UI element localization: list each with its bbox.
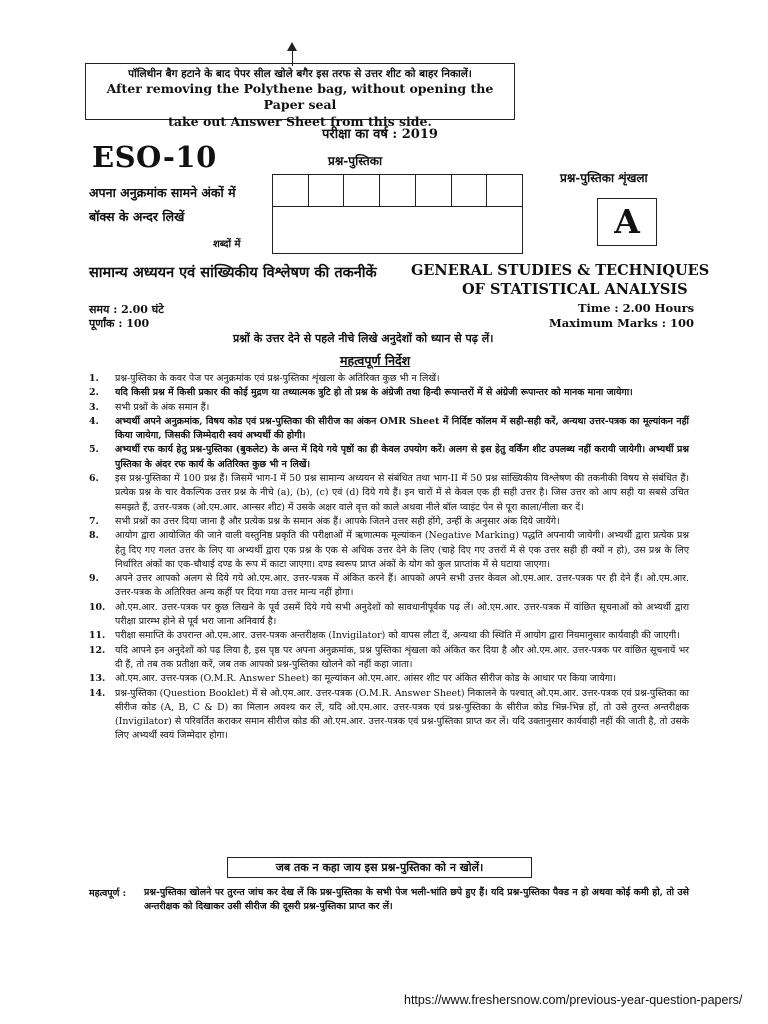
instruction-text: प्रश्न-पुस्तिका के कवर पेज पर अनुक्रमांक एवं प्रश्न-पुस्तिका शृंखला के अतिरिक्त कुछ भी न लिखें।: [115, 373, 440, 384]
subject-title-english-line1: GENERAL STUDIES & TECHNIQUES: [411, 262, 710, 279]
paper-code: ESO-10: [92, 140, 217, 174]
instruction-item: [89, 415, 689, 444]
instruction-number: 2.: [89, 387, 99, 399]
roll-digit-box[interactable]: [344, 175, 380, 206]
instruction-text: अभ्यर्थी अपने अनुक्रमांक, विषय कोड एवं प्रश्न-पुस्तिका की सीरीज का अंकन OMR Sheet में निर्दिष्ट कॉलम में सही-सही करें, अन्यथा उत्तर-पत्रक का मूल्यांकन नहीं किया जायेगा, जिसकी जिम्मेदारी स्वयं अभ्यर्थी की होगी।: [115, 415, 689, 442]
instruction-item: [89, 515, 689, 529]
instruction-item: [89, 386, 689, 400]
marks-english: Maximum Marks : 100: [549, 316, 695, 330]
instruction-number: 10.: [89, 601, 106, 613]
roll-number-digit-boxes[interactable]: [272, 174, 523, 207]
instruction-item: [89, 629, 689, 643]
subject-title-hindi: सामान्य अध्ययन एवं सांख्यिकीय विश्लेषण की तकनीकें: [89, 264, 377, 281]
instructions-list: [89, 372, 689, 744]
instruction-number: 14.: [89, 687, 106, 699]
booklet-title: प्रश्न-पुस्तिका: [328, 154, 383, 168]
roll-number-instruction-line1: अपना अनुक्रमांक सामने अंकों में: [89, 185, 236, 200]
seal-notice-english-line1: After removing the Polythene bag, without opening the Paper seal: [106, 81, 494, 113]
important-instructions-heading: महत्वपूर्ण निर्देश: [340, 353, 411, 368]
footer-url[interactable]: https://www.freshersnow.com/previous-year-question-papers/: [404, 993, 743, 1007]
instruction-number: 6.: [89, 473, 99, 485]
seal-notice-box: [85, 63, 515, 129]
instruction-number: 3.: [89, 401, 99, 413]
instruction-text: इस प्रश्न-पुस्तिका में 100 प्रश्न हैं। जिसमें भाग-I में 50 प्रश्न सामान्य अध्ययन से संबंधित तथा भाग-II में 50 प्रश्न सांख्यिकीय विश्लेषण की तकनीकी विषय से संबंधित हैं। प्रत्येक प्रश्न के चार वैकल्पिक उत्तर प्रश्न के नीचे (a), (b), (c) एवं (d) दिये गये हैं। इन चारों में से केवल एक ही सही उत्तर है। जिस उत्तर को आप सही या सबसे उचित समझते हैं, उत्तर-पत्रक (ओ.एम.आर. आन्सर शीट) में उसके अक्षर वाले वृत्त को काले अथवा नीले बॉल प्वाइंट पेन से पूरा काला/नीला कर दें।: [115, 473, 689, 513]
instruction-number: 13.: [89, 673, 106, 685]
instruction-number: 8.: [89, 530, 99, 542]
instruction-item: [89, 672, 689, 686]
instruction-item: [89, 601, 689, 630]
instruction-item: [89, 472, 689, 515]
read-instructions-note: प्रश्नों के उत्तर देने से पहले नीचे लिखे अनुदेशों को ध्यान से पढ़ लें।: [233, 332, 494, 345]
instruction-text: परीक्षा समाप्ति के उपरान्त ओ.एम.आर. उत्तर-पत्रक अन्तरीक्षक (Invigilator) को वापस लौटा दें, अन्यथा की स्थिति में आयोग द्वारा नियमानुसार कार्यवाही की जाएगी।: [115, 630, 680, 642]
roll-digit-box[interactable]: [416, 175, 452, 206]
instruction-item: [89, 572, 689, 601]
instruction-text: ओ.एम.आर. उत्तर-पत्रक पर कुछ लिखने के पूर्व उसमें दिये गये सभी अनुदेशों को सावधानीपूर्वक पढ़ लें। ओ.एम.आर. उत्तर-पत्रक में वांछित सूचनाओं को अभ्यर्थी द्वारा परीक्षा प्रारम्भ होने से पूर्व भरा जाना अनिवार्य है।: [115, 601, 689, 628]
roll-number-words-box[interactable]: [272, 206, 523, 254]
roll-digit-box[interactable]: [452, 175, 488, 206]
important-note-label: महत्वपूर्ण :: [89, 888, 127, 899]
time-english: Time : 2.00 Hours: [578, 301, 695, 315]
roll-digit-box[interactable]: [309, 175, 345, 206]
important-note-text: प्रश्न-पुस्तिका खोलने पर तुरन्त जांच कर देख लें कि प्रश्न-पुस्तिका के सभी पेज भली-भांति छपे हुए हैं। यदि प्रश्न-पुस्तिका पैक्ड न हो अथवा कोई कमी हो, तो उसे अन्तरीक्षक को दिखाकर उसी सीरीज की दूसरी प्रश्न-पुस्तिका प्राप्त कर लें।: [144, 887, 689, 913]
roll-number-instruction-line2: बॉक्स के अन्दर लिखें: [89, 209, 185, 224]
roll-digit-box[interactable]: [487, 175, 522, 206]
instruction-item: [89, 372, 689, 386]
instruction-number: 12.: [89, 644, 106, 656]
instruction-number: 1.: [89, 373, 99, 384]
do-not-open-notice: जब तक न कहा जाय इस प्रश्न-पुस्तिका को न खोलें।: [227, 857, 532, 878]
instruction-text: प्रश्न-पुस्तिका (Question Booklet) में से ओ.एम.आर. उत्तर-पत्रक (O.M.R. Answer Sheet) निकालने के पश्चात् ओ.एम.आर. उत्तर-पत्रक एवं प्रश्न-पुस्तिका का सीरीज कोड (A, B, C & D) का मिलान अवश्य कर लें, यदि ओ.एम.आर. उत्तर-पत्रक एवं प्रश्न-पुस्तिका के सीरीज कोड भिन्न-भिन्न हों, तो उसे तुरन्त अन्तरीक्षक (Invigilator) से परिवर्तित कराकर समान सीरीज कोड की ओ.एम.आर. उत्तर-पत्रक एवं प्रश्न-पुस्तिका प्राप्त कर लें। यदि उक्तानुसार कार्यवाही नहीं की जाती है, तो उसके लिए अभ्यर्थी स्वयं जिम्मेदार होगा।: [115, 687, 689, 742]
instruction-number: 9.: [89, 573, 99, 585]
time-hindi: समय : 2.00 घंटे: [89, 303, 164, 316]
instruction-item: [89, 687, 689, 744]
instruction-text: आयोग द्वारा आयोजित की जाने वाली वस्तुनिष्ठ प्रकृति की परीक्षाओं में ऋणात्मक मूल्यांकन (Negative Marking) पद्धति अपनायी जायेगी। अभ्यर्थी द्वारा प्रत्येक प्रश्न हेतु दिए गए गलत उत्तर के लिए या अभ्यर्थी द्वारा एक प्रश्न के एक से अधिक उत्तर देने के लिए (चाहे दिए गए उत्तरों में से एक उत्तर सही ही क्यों न हो), उस प्रश्न के लिए निर्धारित अंकों का एक-चौथाई दण्ड के रूप में काटा जाएगा। दण्ड स्वरूप प्राप्त अंकों के योग को कुल प्राप्तांक में से घटाया जाएगा।: [115, 530, 689, 570]
instruction-number: 5.: [89, 444, 99, 456]
instruction-text: सभी प्रश्नों के अंक समान हैं।: [115, 401, 210, 413]
instruction-text: यदि किसी प्रश्न में किसी प्रकार की कोई मुद्रण या तथ्यात्मक त्रुटि हो तो प्रश्न के अंग्रेजी तथा हिन्दी रूपान्तरों में से अंग्रेजी रूपान्तर को मानक माना जायेगा।: [115, 387, 633, 399]
instruction-number: 11.: [89, 630, 106, 642]
seal-notice-english-line2: take out Answer Sheet from this side.: [168, 113, 432, 129]
words-label: शब्दों में: [213, 239, 241, 250]
instruction-text: अपने उत्तर आपको अलग से दिये गये ओ.एम.आर. उत्तर-पत्रक में अंकित करने हैं। आपको अपने सभी उत्तर केवल ओ.एम.आर. उत्तर-पत्रक पर ही देने हैं। ओ.एम.आर. उत्तर-पत्रक के अतिरिक्त अन्य कहीं पर दिया गया उत्तर मान्य नहीं होगा।: [115, 573, 689, 599]
seal-notice-hindi: पॉलिथीन बैग हटाने के बाद पेपर सील खोले बगैर इस तरफ से उत्तर शीट को बाहर निकालें।: [128, 68, 472, 80]
series-box: A: [597, 198, 657, 246]
instruction-item: [89, 401, 689, 415]
instruction-text: अभ्यर्थी रफ कार्य हेतु प्रश्न-पुस्तिका (बुकलेट) के अन्त में दिये गये पृष्ठों का ही केवल उपयोग करें। अलग से इस हेतु वर्किंग शीट उपलब्ध नहीं करायी जायेगी। अभ्यर्थी प्रश्न पुस्तिका के अंदर रफ कार्य के अतिरिक्त कुछ भी न लिखें।: [115, 444, 689, 470]
instruction-text: ओ.एम.आर. उत्तर-पत्रक (O.M.R. Answer Sheet) का मूल्यांकन ओ.एम.आर. आंसर शीट पर अंकित सीरीज कोड के आधार पर किया जायेगा।: [115, 673, 617, 685]
instruction-item: [89, 529, 689, 572]
subject-title-english-line2: OF STATISTICAL ANALYSIS: [462, 281, 688, 298]
instruction-number: 4.: [89, 415, 99, 427]
roll-digit-box[interactable]: [380, 175, 416, 206]
exam-year: परीक्षा का वर्ष : 2019: [322, 127, 438, 142]
series-label: प्रश्न-पुस्तिका शृंखला: [560, 171, 648, 185]
instruction-text: सभी प्रश्नों का उत्तर दिया जाना है और प्रत्येक प्रश्न के समान अंक हैं। आपके जितने उत्तर सही होंगे, उन्हीं के अनुसार अंक दिये जायेंगे।: [115, 515, 560, 527]
roll-digit-box[interactable]: [273, 175, 309, 206]
instruction-item: [89, 443, 689, 472]
marks-hindi: पूर्णांक : 100: [89, 317, 150, 330]
instruction-text: यदि आपने इन अनुदेशों को पढ़ लिया है, इस पृष्ठ पर अपना अनुक्रमांक, प्रश्न पुस्तिका शृंखला को अंकित कर दिया है और ओ.एम.आर. उत्तर-पत्रक पर वांछित सूचनायें भर दी हैं, तो तब तक प्रतीक्षा करें, जब तक आपको प्रश्न-पुस्तिका खोलने को नहीं कहा जाता।: [115, 644, 689, 670]
instruction-item: [89, 644, 689, 673]
instruction-number: 7.: [89, 515, 99, 527]
